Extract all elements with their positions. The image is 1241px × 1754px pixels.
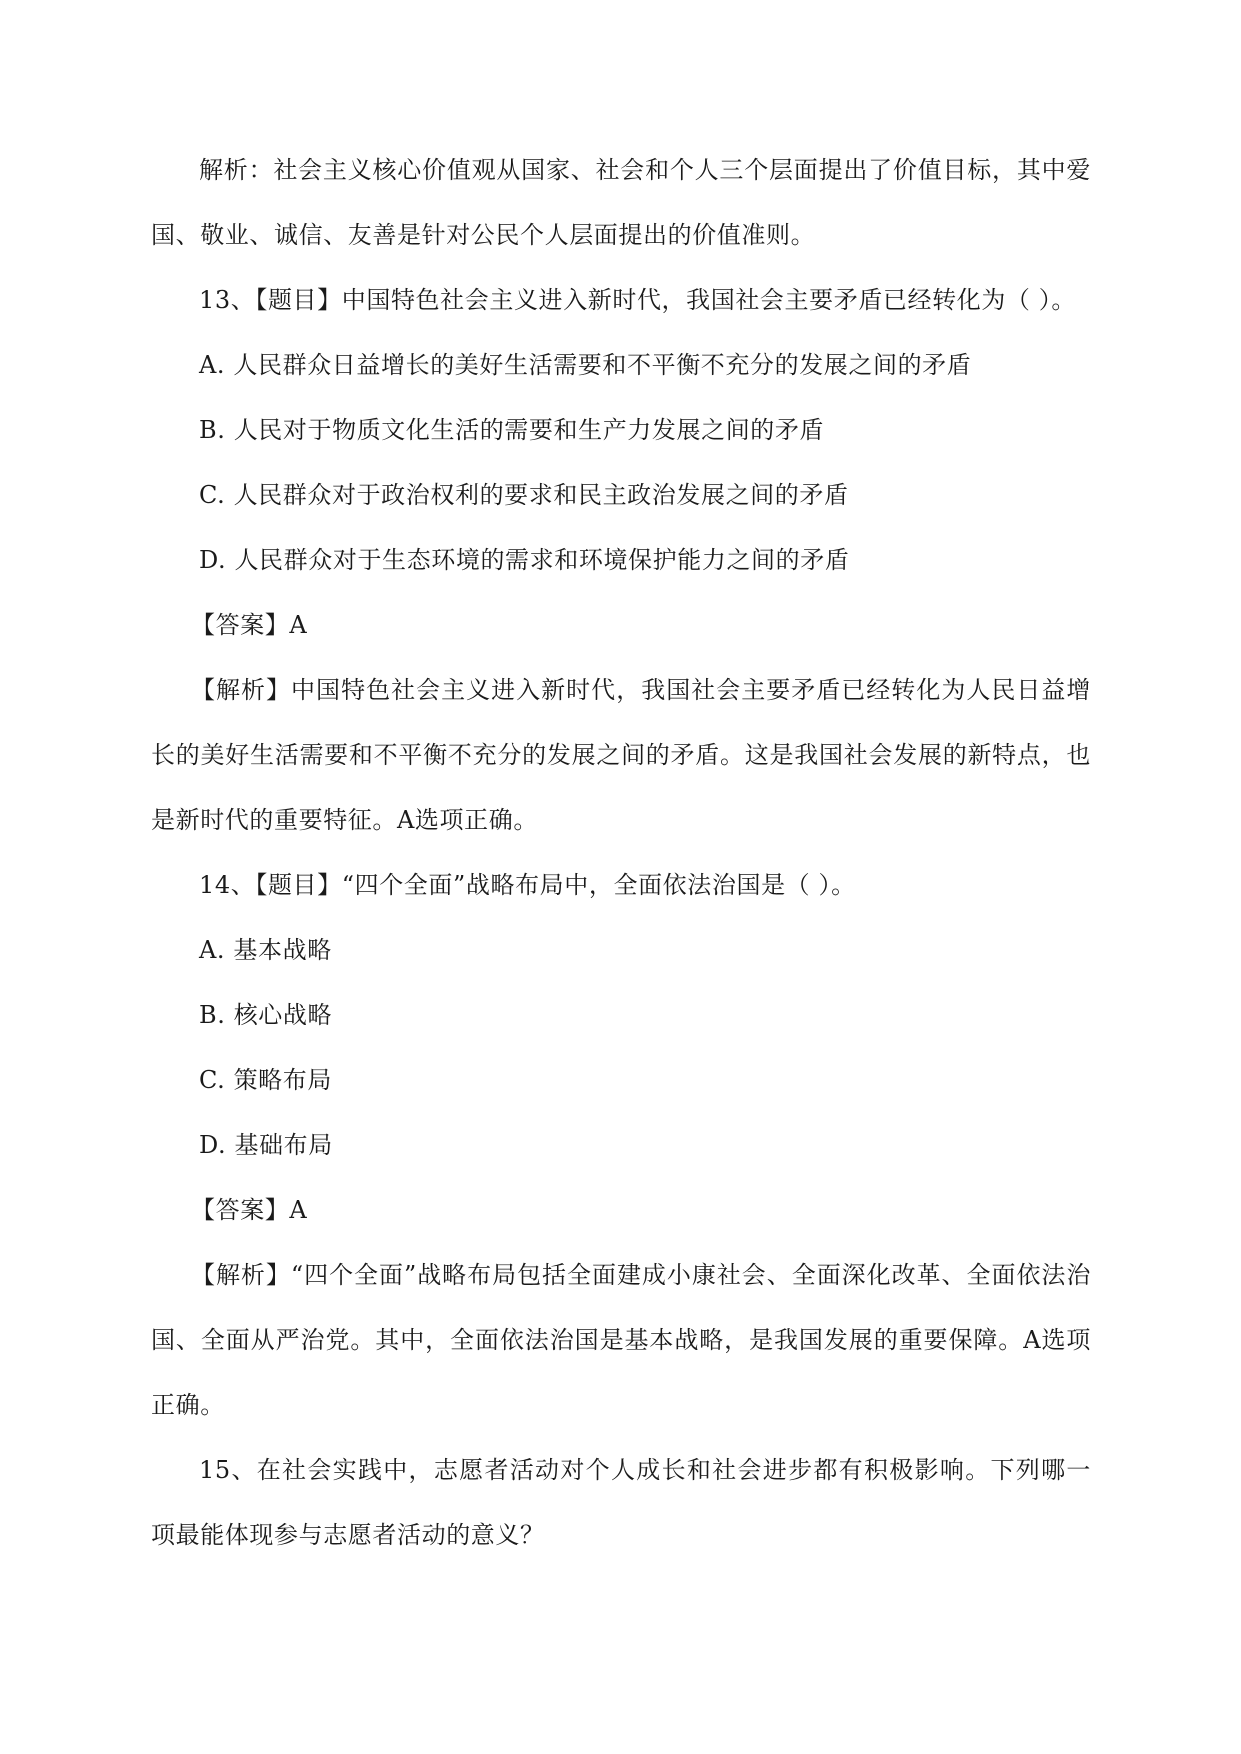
q14-option-a: A. 基本战略: [199, 936, 332, 964]
q14-analysis: 【解析】“四个全面”战略布局包括全面建成小康社会、全面深化改革、全面依法治国、全面从严治党。其中，全面依法治国是基本战略，是我国发展的重要保障。A选项正确。: [151, 1261, 1091, 1419]
question-14: 14、【题目】“四个全面”战略布局中，全面依法治国是（ ）。: [199, 871, 856, 899]
q13-analysis: 【解析】中国特色社会主义进入新时代，我国社会主要矛盾已经转化为人民日益增长的美好生活需要和不平衡不充分的发展之间的矛盾。这是我国社会发展的新特点，也是新时代的重要特征。A选项正确。: [151, 676, 1091, 834]
q13-answer: 【答案】A: [191, 611, 308, 639]
document-page: [151, 138, 1091, 1568]
question-13: 13、【题目】中国特色社会主义进入新时代，我国社会主要矛盾已经转化为（ ）。: [199, 286, 1076, 314]
question-15: 15、在社会实践中，志愿者活动对个人成长和社会进步都有积极影响。下列哪一项最能体现参与志愿者活动的意义？: [151, 1456, 1091, 1549]
q14-option-d: D. 基础布局: [199, 1131, 333, 1159]
q14-option-b: B. 核心战略: [199, 1001, 333, 1029]
analysis-12: 解析：社会主义核心价值观从国家、社会和个人三个层面提出了价值目标，其中爱国、敬业、诚信、友善是针对公民个人层面提出的价值准则。: [151, 156, 1091, 249]
q13-option-a: A. 人民群众日益增长的美好生活需要和不平衡不充分的发展之间的矛盾: [199, 351, 972, 379]
q13-option-b: B. 人民对于物质文化生活的需要和生产力发展之间的矛盾: [199, 416, 825, 444]
q13-option-d: D. 人民群众对于生态环境的需求和环境保护能力之间的矛盾: [199, 546, 850, 574]
q13-option-c: C. 人民群众对于政治权利的要求和民主政治发展之间的矛盾: [199, 481, 849, 509]
q14-option-c: C. 策略布局: [199, 1066, 332, 1094]
q14-answer: 【答案】A: [191, 1196, 308, 1224]
